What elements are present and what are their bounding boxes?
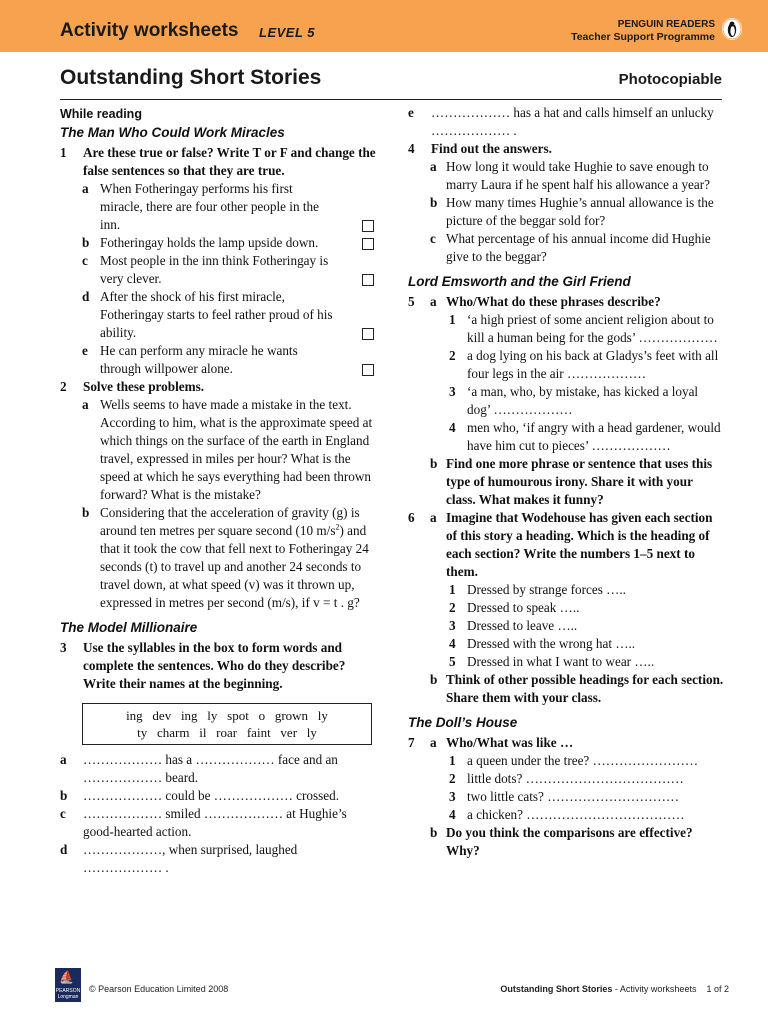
question-5b: b Find one more phrase or sentence that uses this type of humourous irony. Share it with your class. What makes it funny? xyxy=(430,456,713,507)
question-6b: b Think of other possible headings for each section. Share them with your class. xyxy=(430,672,724,705)
book-title: Outstanding Short Stories xyxy=(60,66,322,89)
question-1c: c Most people in the inn think Fotheringay is very clever. xyxy=(60,252,376,288)
question-7a-1: 1 a queen under the tree? …………………… xyxy=(449,753,699,768)
longman-ship-icon: ⛵ xyxy=(59,970,74,984)
photocopiable-label: Photocopiable xyxy=(618,71,722,88)
answer-checkbox[interactable] xyxy=(362,274,374,286)
question-1d: d After the shock of his first miracle, Fotheringay starts to feel rather proud of his ability. xyxy=(60,288,376,342)
question-2b: b Considering that the acceleration of gravity (g) is around ten metres per square second (10 $m/s^2$) and that it took the cow that fell next to Fotheringay 24 seconds (t) to travel up and another 24 seconds to travel down, at what speed (v) was it thrown up, expressed in metres per second (m/s), if v = t . g? xyxy=(82,505,369,610)
question-3c: c ……………… smiled ……………… at Hughie’s good-hearted action. xyxy=(60,806,347,839)
question-1b: b Fotheringay holds the lamp upside down. xyxy=(60,234,376,252)
footer-page-info: Outstanding Short Stories - Activity worksheets 1 of 2 xyxy=(500,984,729,994)
question-7b: b Do you think the comparisons are effective? Why? xyxy=(430,825,693,858)
question-7a-3: 3 two little cats? ………………………… xyxy=(449,789,680,804)
question-3a: a ……………… has a ……………… face and an ……………… beard. xyxy=(60,752,338,785)
title-divider xyxy=(60,99,722,100)
section-heading: While reading xyxy=(60,107,142,121)
syllable-box: ing dev ing ly spot o grown ly ty charm il roar faint ver ly xyxy=(82,703,372,745)
question-6: 6 a Imagine that Wodehouse has given each section of this story a heading. Which is the heading of each section? Write the numbers 1–5 next to them. xyxy=(408,510,713,579)
question-3: 3 Use the syllables in the box to form words and complete the sentences. Who do they describe? Write their names at the beginning. xyxy=(60,640,346,691)
question-3d: d ………………, when surprised, laughed ……………… . xyxy=(60,842,298,875)
question-1e: e He can perform any miracle he wants through willpower alone. xyxy=(60,342,376,378)
question-3b: b ……………… could be ……………… crossed. xyxy=(60,788,340,803)
question-7a-2: 2 little dots? ……………………………… xyxy=(449,771,684,786)
question-5: 5 a Who/What do these phrases describe? xyxy=(408,294,661,309)
penguin-logo-icon xyxy=(722,18,742,40)
worksheet-title: Activity worksheets xyxy=(60,20,239,41)
answer-checkbox[interactable] xyxy=(362,238,374,250)
answer-checkbox[interactable] xyxy=(362,364,374,376)
answer-checkbox[interactable] xyxy=(362,220,374,232)
story-title: The Model Millionaire xyxy=(60,620,198,635)
question-7: 7 a Who/What was like … xyxy=(408,735,574,750)
left-column xyxy=(60,104,376,877)
publisher-label: PENGUIN READERS xyxy=(617,19,715,30)
story-title: The Doll’s House xyxy=(408,715,518,730)
question-4b: b How many times Hughie’s annual allowance is the picture of the beggar sold for? xyxy=(430,195,714,228)
question-6a-4: 4 Dressed with the wrong hat ….. xyxy=(449,636,636,651)
right-column xyxy=(408,104,724,860)
question-5a-1: 1 ‘a high priest of some ancient religion about to kill a human being for the gods’ ……………… xyxy=(449,312,718,345)
question-6a-2: 2 Dressed to speak ….. xyxy=(449,600,580,615)
story-title: The Man Who Could Work Miracles xyxy=(60,125,285,140)
question-6a-1: 1 Dressed by strange forces ….. xyxy=(449,582,626,597)
pearson-logo-icon: PEARSON Longman xyxy=(55,968,81,1002)
level-label: LEVEL 5 xyxy=(259,25,316,40)
question-6a-5: 5 Dressed in what I want to wear ….. xyxy=(449,654,655,669)
story-title: Lord Emsworth and the Girl Friend xyxy=(408,274,631,289)
question-2a: a Wells seems to have made a mistake in the text. According to him, what is the approximate speed at which things on the surface of the earth in England travel, expressed in miles per hour? What is the speed at which he says everything had been thrown forward? What is the mistake? xyxy=(82,397,373,502)
question-5a-4: 4 men who, ‘if angry with a head gardener, would have him cut to pieces’ ……………… xyxy=(449,420,721,453)
question-4a: a How long it would take Hughie to save enough to marry Laura if he spent half his allowance a year? xyxy=(430,159,710,192)
question-5a-2: 2 a dog lying on his back at Gladys’s feet with all four legs in the air ……………… xyxy=(449,348,719,381)
header-bar xyxy=(0,0,768,52)
question-4c: c What percentage of his annual income did Hughie give to the beggar? xyxy=(430,231,711,264)
question-2: 2 Solve these problems. xyxy=(60,379,205,394)
question-3e: e ……………… has a hat and calls himself an unlucky ……………… . xyxy=(408,105,714,138)
question-1a: a When Fotheringay performs his first miracle, there are four other people in the inn. xyxy=(60,180,376,234)
question-1: 1 Are these true or false? Write T or F and change the false sentences so that they are true. xyxy=(60,145,376,178)
question-5a-3: 3 ‘a man, who, by mistake, has kicked a loyal dog’ ……………… xyxy=(449,384,699,417)
answer-checkbox[interactable] xyxy=(362,328,374,340)
copyright-text: © Pearson Education Limited 2008 xyxy=(89,984,229,994)
question-6a-3: 3 Dressed to leave ….. xyxy=(449,618,578,633)
question-7a-4: 4 a chicken? ……………………………… xyxy=(449,807,685,822)
programme-label: Teacher Support Programme xyxy=(571,31,715,43)
question-4: 4 Find out the answers. xyxy=(408,141,552,156)
